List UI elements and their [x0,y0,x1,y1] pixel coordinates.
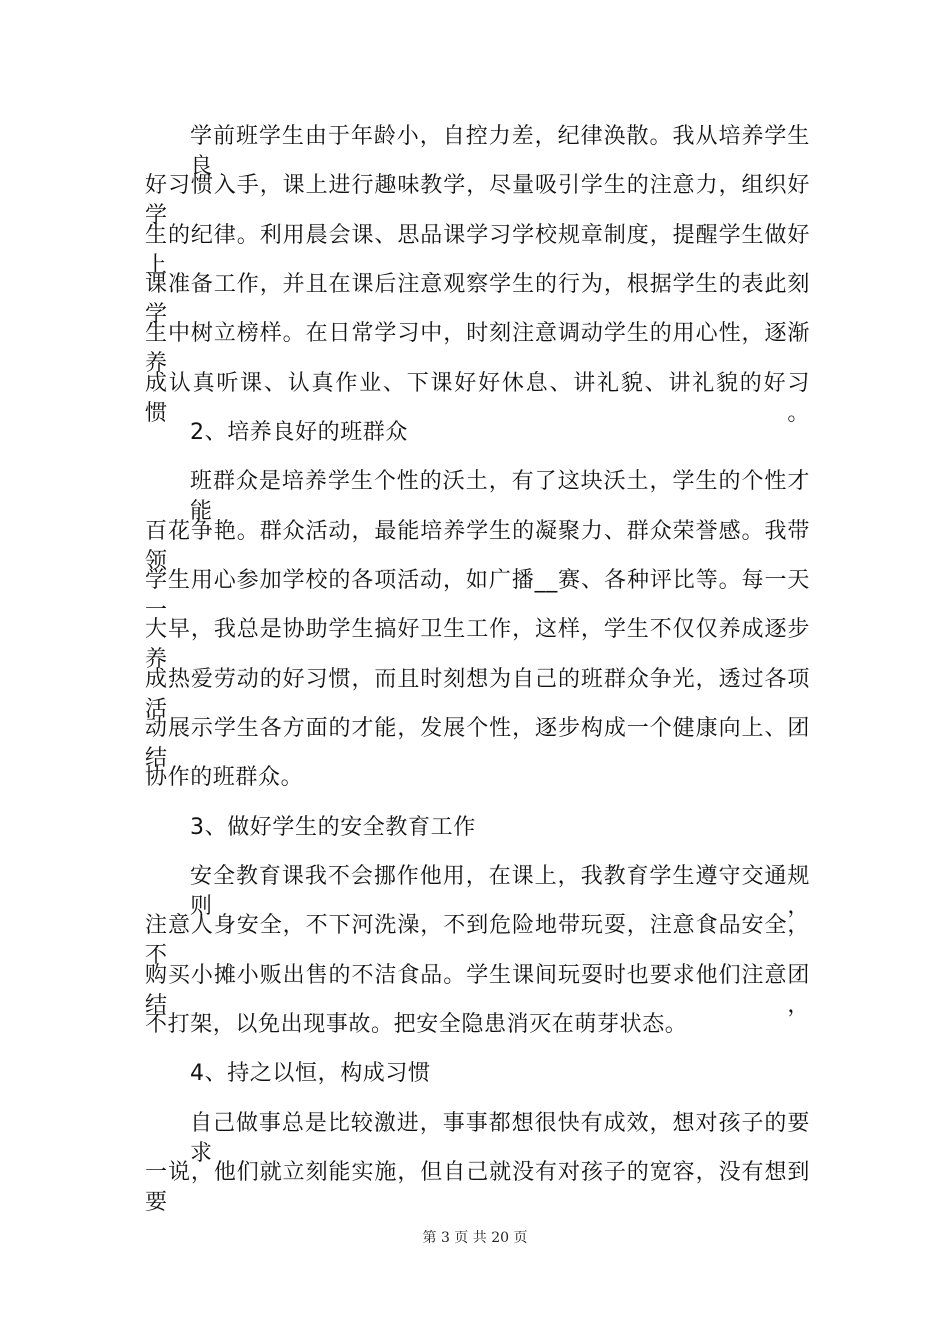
paragraph-line: 生的纪律。利用晨会课、思品课学习学校规章制度，提醒学生做好上 [145,223,810,278]
paragraph-line: 动展示学生各方面的才能，发展个性，逐步构成一个健康向上、团结 [145,716,810,771]
section-heading: 2、培养良好的班群众 [190,420,408,445]
paragraph-line: 注意人身安全，不下河洗澡，不到危险地带玩耍，注意食品安全，不 [145,913,810,968]
paragraph-line: 一说，他们就立刻能实施，但自己就没有对孩子的宽容，没有想到要 [145,1160,810,1215]
paragraph-line: 自己做事总是比较激进，事事都想很快有成效，想对孩子的要求 [190,1111,810,1166]
paragraph-line: 大早，我总是协助学生搞好卫生工作，这样，学生不仅仅养成逐步养 [145,617,810,672]
paragraph-line: 购买小摊小贩出售的不洁食品。学生课间玩耍时也要求他们注意团结， [145,963,810,1018]
paragraph-line: 百花争艳。群众活动，最能培养学生的凝聚力、群众荣誉感。我带领 [145,519,810,574]
paragraph-line: 成认真听课、认真作业、下课好好休息、讲礼貌、讲礼貌的好习惯。 [145,371,810,426]
paragraph-line: 课准备工作，并且在课后注意观察学生的行为，根据学生的表此刻学 [145,272,810,327]
paragraph-line: 学前班学生由于年龄小，自控力差，纪律涣散。我从培养学生良 [190,124,810,179]
paragraph-line: 安全教育课我不会挪作他用，在课上，我教育学生遵守交通规则， [190,864,810,919]
paragraph-line: 协作的班群众。 [145,765,304,790]
paragraph-line: 好习惯入手，课上进行趣味教学，尽量吸引学生的注意力，组织好学 [145,173,810,228]
page-number-footer: 第 3 页 共 20 页 [422,1230,528,1246]
section-heading: 3、做好学生的安全教育工作 [190,815,476,840]
paragraph-line: 班群众是培养学生个性的沃土，有了这块沃土，学生的个性才能 [190,469,810,524]
paragraph-line: 不打架，以免出现事故。把安全隐患消灭在萌芽状态。 [145,1012,688,1037]
section-heading: 4、持之以恒，构成习惯 [190,1061,431,1086]
paragraph-line: 生中树立榜样。在日常学习中，时刻注意调动学生的用心性，逐渐养 [145,321,810,376]
paragraph-line: 学生用心参加学校的各项活动，如广播__赛、各种评比等。每一天一 [145,568,810,623]
paragraph-line: 成热爱劳动的好习惯，而且时刻想为自己的班群众争光，透过各项活 [145,667,810,722]
